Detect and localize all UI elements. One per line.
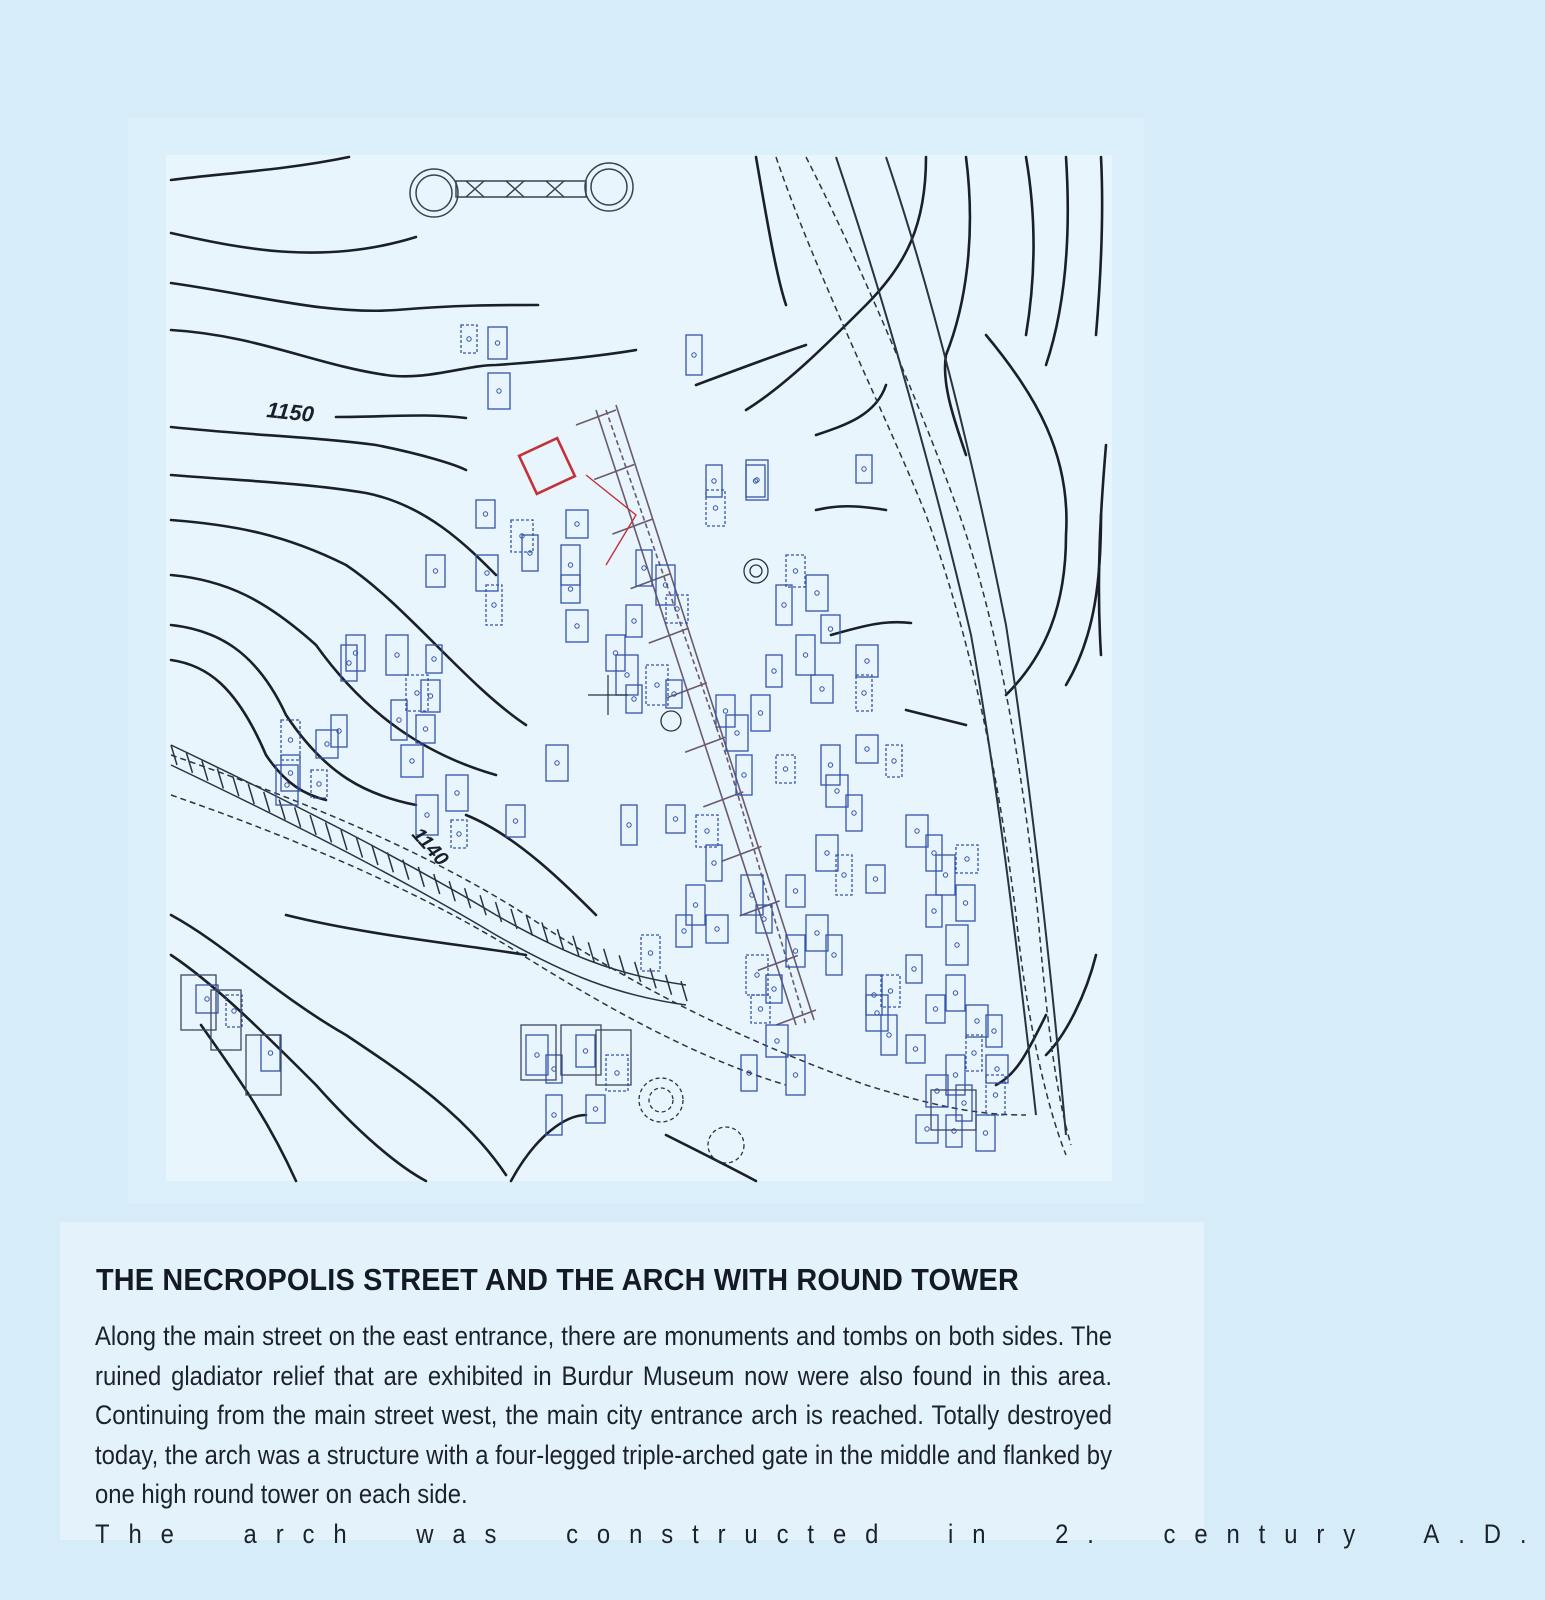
tomb-marker [992,1029,996,1033]
tomb [686,335,702,375]
tomb [806,575,828,611]
tomb [796,635,815,675]
tomb-marker [425,813,429,817]
tomb-marker [655,683,659,687]
tomb [706,845,722,881]
arch-with-round-towers [410,163,633,217]
tomb-marker [887,1033,891,1037]
tomb-marker [583,1049,587,1053]
tomb [886,745,902,777]
tomb-marker [705,829,709,833]
tomb [821,615,840,643]
tomb [566,510,588,538]
tomb-marker [815,931,819,935]
tomb-marker [268,1051,272,1055]
tomb-marker [682,929,686,933]
tomb-marker [815,591,819,595]
tomb-marker [983,1131,987,1135]
street-wall [649,628,689,643]
tomb-marker [772,987,776,991]
wall-hatch [403,860,409,880]
tomb [576,1035,595,1067]
tomb-marker [535,1053,539,1057]
tomb-marker [953,991,957,995]
tomb [751,695,770,731]
tomb [401,745,423,777]
tomb-marker [912,967,916,971]
tomb-marker [673,817,677,821]
tomb [626,605,642,637]
tomb [856,645,878,677]
tomb-marker [758,1007,762,1011]
tomb [696,815,718,847]
caption-last-line: The arch was constructed in 2. century A.D. [95,1518,1545,1549]
tomb-marker [962,1101,966,1105]
wall-hatch [279,800,285,820]
wall-hatch [434,874,440,894]
tomb-marker [965,857,969,861]
tomb-marker [803,653,807,657]
tomb-marker [993,1093,997,1097]
wall-hatch [295,807,301,827]
tomb [506,805,525,837]
tomb [906,1035,925,1063]
wall-hatch [341,830,347,850]
tomb [281,720,300,760]
tomb [488,373,510,409]
tomb-marker [615,1071,619,1075]
tomb-marker [963,901,967,905]
tomb [726,715,748,751]
tomb-marker [820,687,824,691]
tomb-marker [735,731,739,735]
tomb-marker [497,389,501,393]
tomb-marker [873,877,877,881]
tomb-marker [762,917,766,921]
tombs [181,325,1008,1151]
tomb-marker [433,569,437,573]
tomb [566,610,588,642]
tomb [821,745,840,785]
tomb-marker [913,1047,917,1051]
tomb-marker [325,742,329,746]
tomb [881,1015,897,1055]
tomb-marker [782,603,786,607]
tomb-marker [317,782,321,786]
tomb-marker [485,571,489,575]
tomb [826,775,848,807]
wall-hatch [511,909,517,929]
tomb [866,865,885,893]
tomb [522,535,538,571]
wall-hatch [465,888,471,908]
tomb-marker [552,1113,556,1117]
tomb [806,915,828,951]
site-plan-map [166,155,1112,1181]
tomb-marker [925,1127,929,1131]
tomb [626,685,642,713]
tomb-marker [758,711,762,715]
tomb-marker [783,767,787,771]
tomb-marker [793,949,797,953]
tomb-marker [692,353,696,357]
tomb [811,675,833,703]
tomb [331,715,347,747]
tomb-marker [625,673,629,677]
wall-hatch [666,975,672,995]
tomb [616,655,638,695]
tomb [916,1115,938,1143]
wall-hatch [573,936,579,956]
caption-body [95,1317,1545,1554]
tomb [946,925,968,965]
tomb [956,885,975,921]
tomb-marker [723,709,727,713]
tomb-marker [713,506,717,510]
tomb-marker [852,811,856,815]
tomb [786,875,805,907]
tomb [926,995,945,1023]
tomb-marker [288,738,292,742]
tomb-marker [642,566,646,570]
tomb-marker [347,661,351,665]
tomb [776,585,792,625]
tomb [621,805,637,845]
tomb [426,555,445,587]
tomb [736,755,752,795]
red-monument [519,438,636,565]
wall-hatch [326,823,332,843]
wall-hatch [264,792,270,812]
tomb-marker [693,903,697,907]
tomb [766,1025,788,1057]
caption-box [60,1222,1545,1549]
tomb-marker [955,943,959,947]
tomb-marker [555,761,559,765]
tomb [311,770,327,798]
tomb [926,895,942,927]
tomb-marker [632,697,636,701]
tomb [936,855,955,895]
tomb-marker [410,759,414,763]
tomb-marker [755,973,759,977]
tomb-marker [742,773,746,777]
street-wall [685,737,725,752]
tomb-marker [862,467,866,471]
wall-hatch [496,902,502,922]
tomb [546,745,568,781]
tomb [906,955,922,983]
tomb-marker [865,747,869,751]
tomb-marker [568,563,572,567]
tomb-marker [432,657,436,661]
tomb-marker [205,997,209,1001]
tomb-marker [835,789,839,793]
tomb-marker [492,603,496,607]
tomb [421,680,440,712]
tomb-marker [395,653,399,657]
tomb-marker [423,727,427,731]
tomb [586,1095,605,1123]
tomb [488,327,507,359]
tomb-marker [513,819,517,823]
wall-hatch [418,867,424,887]
caption-title: THE NECROPOLIS STREET AND THE ARCH WITH ROUND TOWER [96,1262,1019,1297]
tomb-marker [495,341,499,345]
tomb [956,845,978,873]
tomb-marker [865,659,869,663]
tomb-marker [483,512,487,516]
necropolis-street [576,405,816,1025]
tomb-marker [415,691,419,695]
tomb-marker [593,1107,597,1111]
tomb-marker [793,1073,797,1077]
tomb [816,835,838,871]
tomb [746,955,768,995]
tomb-marker [825,851,829,855]
tomb [666,805,685,833]
tomb [776,755,795,783]
tomb [646,665,668,705]
terrace-wall [171,745,687,1005]
wall-hatch [310,815,316,835]
tomb [686,885,705,925]
tomb-marker [575,522,579,526]
tomb [386,635,408,675]
tomb-marker [568,587,572,591]
tomb-marker [892,759,896,763]
wall-hatch [202,761,208,781]
tomb [856,455,872,483]
tomb-marker [648,951,652,955]
tomb-marker [775,1039,779,1043]
tomb [641,935,660,971]
tomb [966,1035,982,1071]
tomb-marker [995,1067,999,1071]
survey-cross [588,675,628,715]
wall-hatch [248,784,254,804]
tomb [906,815,928,847]
tomb-marker [975,1019,979,1023]
tomb [676,915,692,947]
tomb-marker [632,619,636,623]
caption-body-text: Along the main street on the east entrance, there are monuments and tombs on both sides. The ruined gladiator relief that are exhibited in Burdur Museum now were also found in this area. Continuing from the main street west, the main city entrance arch is reached. Totally destroyed today, the arch was a structure with a four-legged triple-arched gate in the middle and flanked by one high round tower on each side. [95,1321,1112,1509]
tomb-marker [232,1009,236,1013]
wall-hatch [480,895,486,915]
tomb [476,500,495,528]
tomb-marker [842,873,846,877]
modern-road [171,157,1071,1155]
tomb-marker [715,927,719,931]
tomb-marker [428,694,432,698]
tomb-marker [712,479,716,483]
tomb [461,325,477,353]
tomb [946,975,965,1011]
tomb-marker [832,953,836,957]
tomb-marker [712,861,716,865]
tomb [706,465,722,497]
tomb [446,775,468,811]
tomb [451,820,467,848]
tomb-marker [627,823,631,827]
tomb-marker [457,832,461,836]
tomb-marker [455,791,459,795]
tomb [966,1005,988,1037]
tomb [786,555,805,587]
tomb-marker [888,989,892,993]
tomb [856,735,878,763]
tomb [561,545,580,585]
wall-hatch [588,942,594,962]
tomb-marker [828,763,832,767]
tomb-marker [793,569,797,573]
tomb [751,995,770,1023]
tomb-marker [862,691,866,695]
tomb [856,675,872,711]
tomb-marker [575,624,579,628]
tomb [766,655,782,687]
street-wall [703,792,743,807]
tomb [881,975,900,1007]
tomb [946,1115,962,1147]
tomb-marker [288,771,292,775]
contour-label-1140: 1140 [407,823,453,871]
tomb [866,995,888,1031]
tomb-marker [828,627,832,631]
tomb-marker [943,873,947,877]
tomb-marker [953,1073,957,1077]
tomb [341,645,357,681]
tomb-marker [793,889,797,893]
tomb-marker [932,909,936,913]
tomb [416,715,435,743]
tomb [976,1115,995,1151]
tomb [526,1035,548,1075]
tomb-marker [397,718,401,722]
contour-label-1150: 1150 [265,397,316,427]
tomb-marker [933,1007,937,1011]
wall-hatch [217,769,223,789]
tomb-marker [915,829,919,833]
wall-hatch [635,962,641,982]
tomb [926,1075,948,1107]
tomb [706,915,728,943]
tomb-marker [467,337,471,341]
tomb-marker [972,1051,976,1055]
tomb-marker [772,669,776,673]
tomb [561,575,580,603]
tomb-marker [285,783,289,787]
tomb [316,730,338,758]
